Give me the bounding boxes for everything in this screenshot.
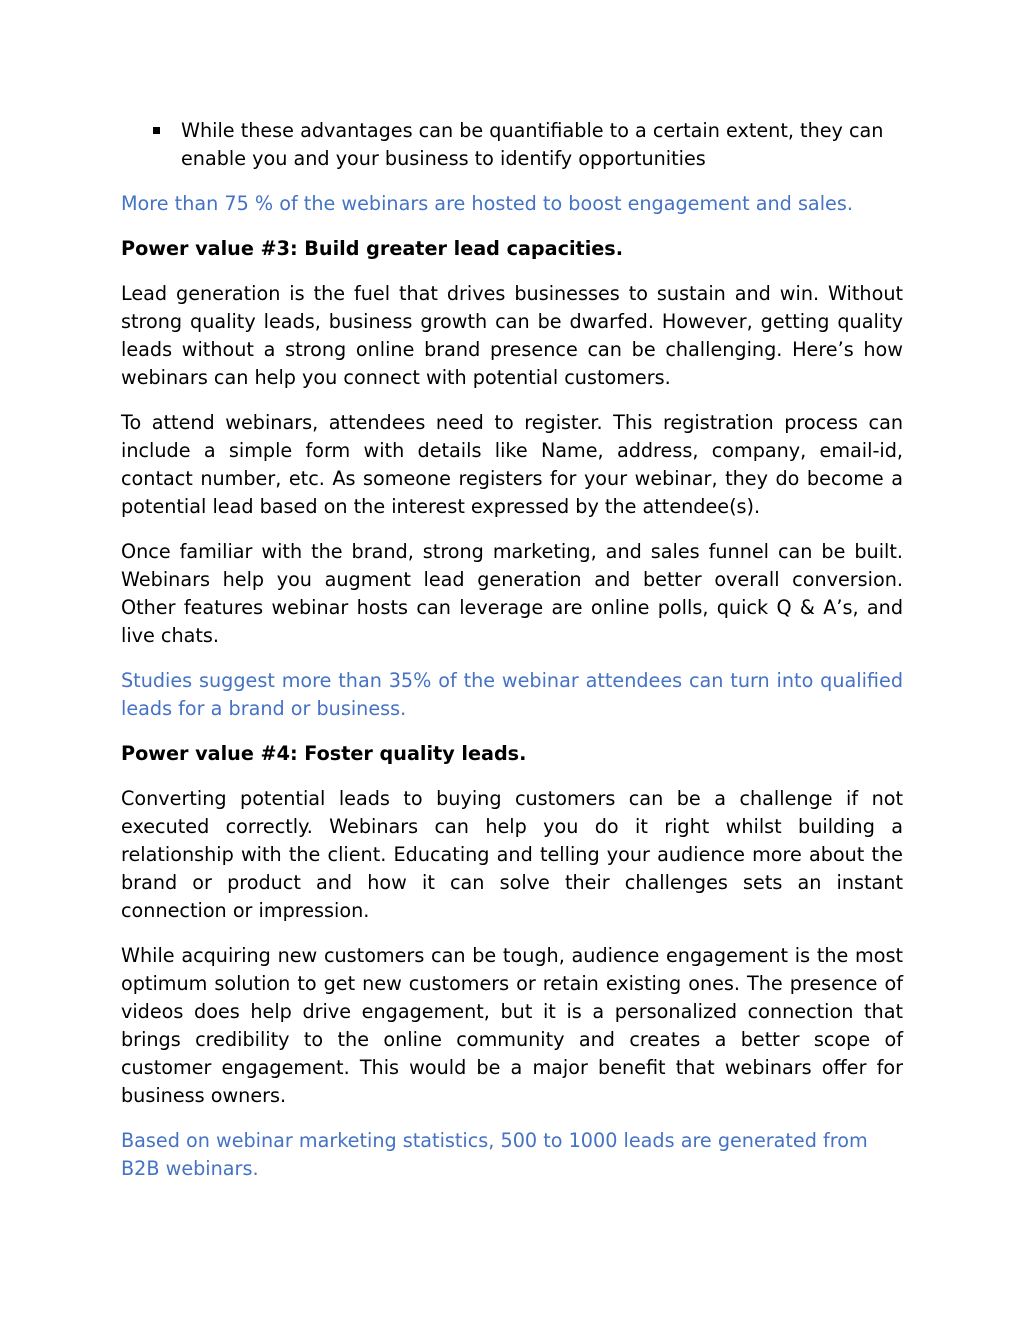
body-paragraph: To attend webinars, attendees need to register. This registration process can include a simple form with details like Name, address, company, email-id, contact number, etc. As someone registers for your webinar, they do become a potential lead based on the interest expressed by the attendee(s). bbox=[121, 411, 903, 518]
bullet-text: While these advantages can be quantifiable to a certain extent, they can enable you and your business to identify opportunities bbox=[181, 119, 884, 170]
stat-highlight-3: Based on webinar marketing statistics, 500 to 1000 leads are generated from B2B webinars. bbox=[121, 1129, 868, 1180]
bullet-list-item bbox=[121, 117, 903, 173]
body-paragraph: While acquiring new customers can be tough, audience engagement is the most optimum solution to get new customers or retain existing ones. The presence of videos does help drive engagement, but it is a personalized connection that brings credibility to the online community and creates a better scope of customer engagement. This would be a major benefit that webinars offer for business owners. bbox=[121, 944, 903, 1107]
section-heading-3: Power value #3: Build greater lead capacities. bbox=[121, 237, 624, 260]
body-paragraph: Once familiar with the brand, strong marketing, and sales funnel can be built. Webinars help you augment lead generation and better overall conversion. Other features webinar hosts can leverage are online polls, quick Q & A’s, and live chats. bbox=[121, 540, 903, 647]
body-paragraph: Lead generation is the fuel that drives businesses to sustain and win. Without strong quality leads, business growth can be dwarfed. However, getting quality leads without a strong online brand presence can be challenging. Here’s how webinars can help you connect with potential customers. bbox=[121, 282, 903, 389]
stat-highlight-2: Studies suggest more than 35% of the webinar attendees can turn into qualified leads for a brand or business. bbox=[121, 669, 903, 720]
section-heading-4: Power value #4: Foster quality leads. bbox=[121, 742, 527, 765]
square-bullet-icon bbox=[153, 127, 160, 134]
stat-highlight-1: More than 75 % of the webinars are hosted to boost engagement and sales. bbox=[121, 192, 853, 215]
document-page bbox=[121, 117, 903, 1200]
body-paragraph: Converting potential leads to buying customers can be a challenge if not executed correctly. Webinars can help you do it right whilst building a relationship with the client. Educating and telling your audience more about the brand or product and how it can solve their challenges sets an instant connection or impression. bbox=[121, 787, 903, 922]
